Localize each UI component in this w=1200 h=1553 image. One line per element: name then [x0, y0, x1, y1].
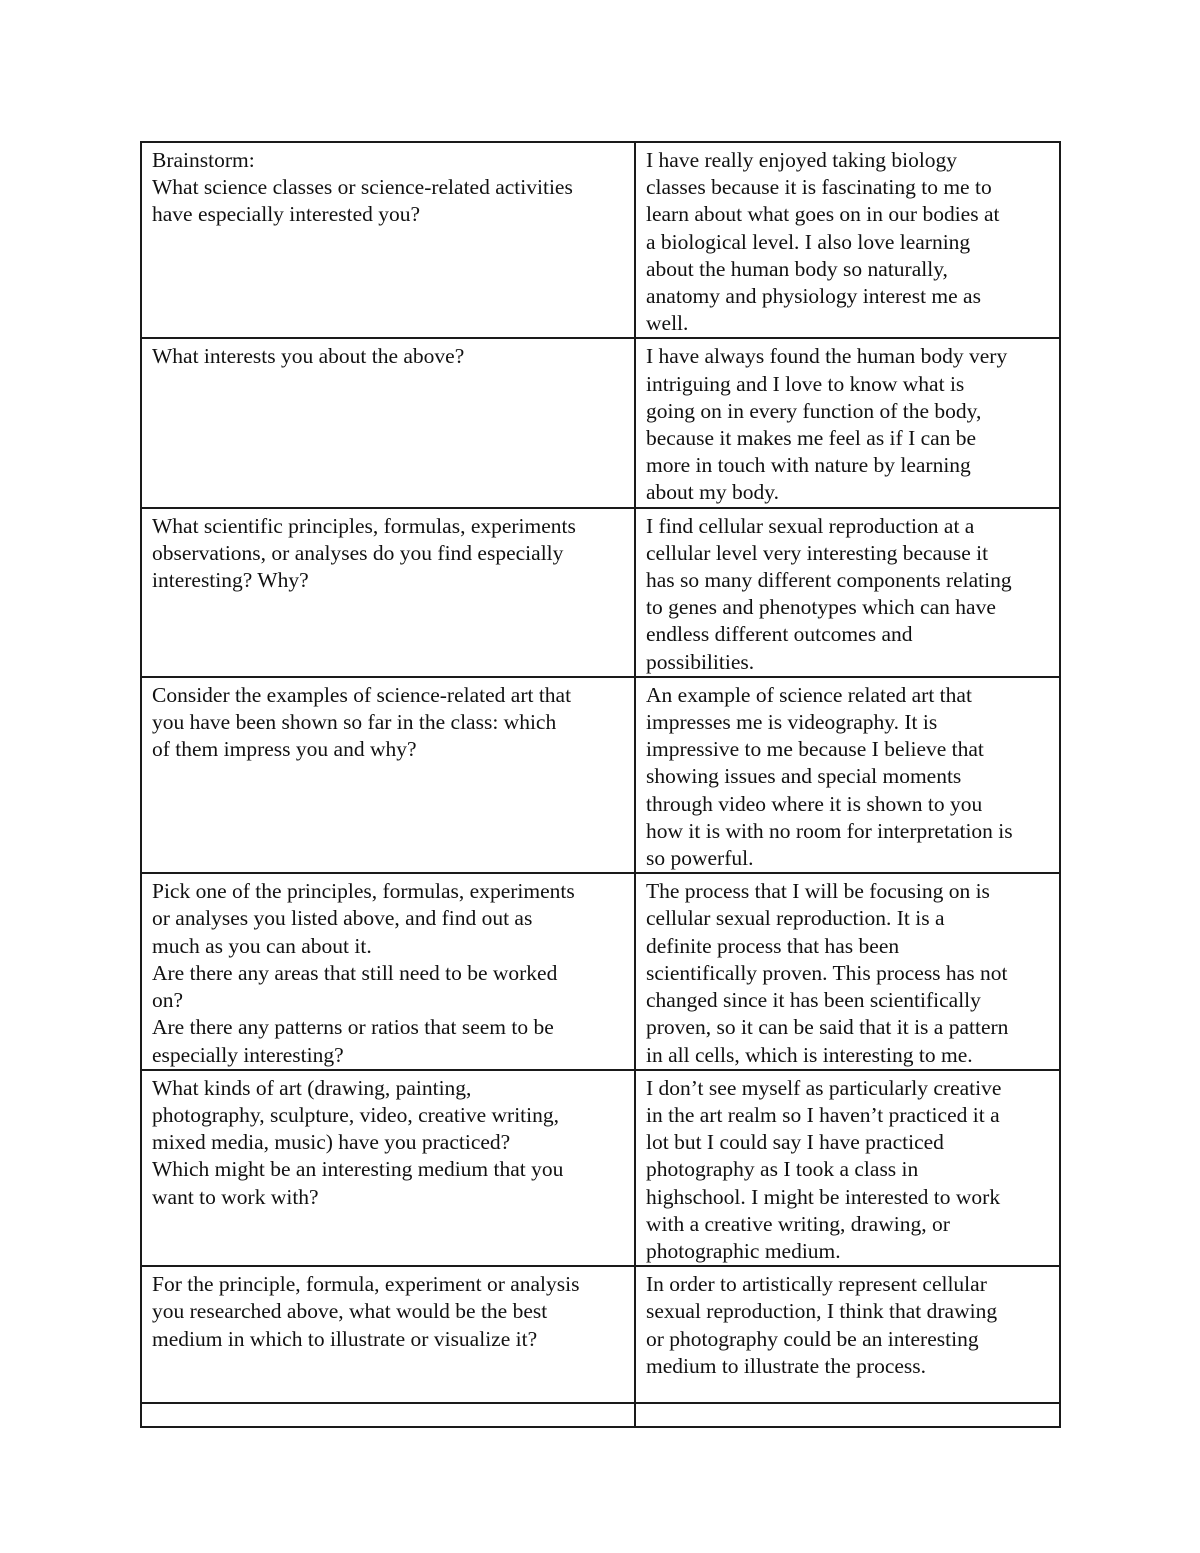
answer-cell: [635, 508, 1060, 677]
question-line: you researched above, what would be the best: [152, 1299, 548, 1324]
answer-line: in the art realm so I haven’t practiced it a: [646, 1102, 1000, 1127]
table-row: [141, 677, 1060, 873]
question-line: What science classes or science-related activities: [152, 175, 573, 200]
question-line: or analyses you listed above, and find out as: [152, 906, 533, 931]
table-row: [141, 873, 1060, 1069]
question-line: want to work with?: [152, 1184, 319, 1209]
answer-line: An example of science related art that: [646, 682, 972, 707]
question-cell: [141, 508, 635, 677]
table-row: [141, 508, 1060, 677]
answer-line: about my body.: [646, 480, 779, 505]
answer-line: going on in every function of the body,: [646, 398, 982, 423]
answer-cell: [635, 873, 1060, 1069]
answer-line: The process that I will be focusing on is: [646, 879, 990, 904]
question-cell: [141, 142, 635, 338]
answer-line: well.: [646, 311, 689, 336]
question-line: Pick one of the principles, formulas, experiments: [152, 879, 575, 904]
answer-line: in all cells, which is interesting to me.: [646, 1042, 973, 1067]
table-row: [141, 1070, 1060, 1266]
answer-line: has so many different components relating: [646, 568, 1012, 593]
question-line: observations, or analyses do you find especially: [152, 540, 564, 565]
answer-line: cellular level very interesting because it: [646, 540, 989, 565]
answer-line: about the human body so naturally,: [646, 256, 948, 281]
answer-cell: [635, 338, 1060, 507]
question-line: photography, sculpture, video, creative writing,: [152, 1102, 559, 1127]
answer-line: cellular sexual reproduction. It is a: [646, 906, 945, 931]
answer-line: highschool. I might be interested to work: [646, 1184, 1001, 1209]
answer-line: showing issues and special moments: [646, 764, 962, 789]
answer-line: impressive to me because I believe that: [646, 737, 984, 762]
question-line: of them impress you and why?: [152, 737, 417, 762]
answer-line: more in touch with nature by learning: [646, 453, 971, 478]
question-line: Consider the examples of science-related art that: [152, 682, 572, 707]
answer-line: intriguing and I love to know what is: [646, 371, 965, 396]
question-line: For the principle, formula, experiment or analysis: [152, 1272, 580, 1297]
question-cell: [141, 873, 635, 1069]
answer-line: because it makes me feel as if I can be: [646, 426, 977, 451]
question-line: What kinds of art (drawing, painting,: [152, 1075, 472, 1100]
answer-cell: [635, 677, 1060, 873]
answer-line: proven, so it can be said that it is a pattern: [646, 1015, 1009, 1040]
answer-line: I have always found the human body very: [646, 344, 1008, 369]
empty-table-row: [141, 1403, 1060, 1427]
answer-line: medium to illustrate the process.: [646, 1353, 927, 1378]
answer-line: learn about what goes on in our bodies at: [646, 202, 1000, 227]
answer-line: impresses me is videography. It is: [646, 710, 938, 735]
answer-cell: [635, 142, 1060, 338]
table-row: [141, 142, 1060, 338]
answer-line: I don’t see myself as particularly creative: [646, 1075, 1002, 1100]
table-row: [141, 1266, 1060, 1403]
answer-line: anatomy and physiology interest me as: [646, 284, 981, 309]
answer-line: In order to artistically represent cellular: [646, 1272, 987, 1297]
answer-line: I have really enjoyed taking biology: [646, 148, 958, 172]
answer-line: changed since it has been scientifically: [646, 988, 981, 1013]
question-line: on?: [152, 988, 184, 1013]
question-line: much as you can about it.: [152, 933, 372, 958]
question-line: Brainstorm:: [152, 148, 255, 172]
question-line: What scientific principles, formulas, experiments: [152, 513, 576, 538]
question-line: you have been shown so far in the class: which: [152, 710, 557, 735]
question-line: Are there any areas that still need to be worked: [152, 960, 558, 985]
question-cell: [141, 677, 635, 873]
answer-line: scientifically proven. This process has not: [646, 960, 1008, 985]
answer-line: definite process that has been: [646, 933, 900, 958]
question-cell: [141, 1266, 635, 1403]
answer-line: through video where it is shown to you: [646, 791, 983, 816]
table-row: [141, 338, 1060, 507]
question-cell: [141, 338, 635, 507]
answer-line: I find cellular sexual reproduction at a: [646, 513, 975, 538]
answer-line: with a creative writing, drawing, or: [646, 1211, 950, 1236]
answer-line: sexual reproduction, I think that drawing: [646, 1299, 998, 1324]
answer-line: a biological level. I also love learning: [646, 229, 971, 254]
answer-line: photographic medium.: [646, 1238, 841, 1263]
question-line: especially interesting?: [152, 1042, 344, 1067]
answer-line: to genes and phenotypes which can have: [646, 595, 996, 620]
answer-line: so powerful.: [646, 846, 754, 871]
answer-line: photography as I took a class in: [646, 1157, 919, 1182]
question-line: medium in which to illustrate or visualize it?: [152, 1326, 538, 1351]
question-line: Which might be an interesting medium that you: [152, 1157, 564, 1182]
answer-line: classes because it is fascinating to me to: [646, 175, 992, 200]
worksheet-table: [140, 141, 1061, 1428]
question-line: Are there any patterns or ratios that seem to be: [152, 1015, 554, 1040]
question-cell: [141, 1070, 635, 1266]
answer-cell: [635, 1070, 1060, 1266]
answer-line: endless different outcomes and: [646, 622, 913, 647]
answer-cell: [635, 1266, 1060, 1403]
answer-line: how it is with no room for interpretation is: [646, 818, 1013, 843]
answer-line: or photography could be an interesting: [646, 1326, 979, 1351]
question-line: have especially interested you?: [152, 202, 421, 227]
answer-line: lot but I could say I have practiced: [646, 1130, 944, 1155]
question-line: What interests you about the above?: [152, 344, 465, 369]
question-line: mixed media, music) have you practiced?: [152, 1130, 511, 1155]
question-line: interesting? Why?: [152, 568, 309, 593]
answer-line: possibilities.: [646, 649, 755, 674]
empty-answer-cell: [635, 1403, 1060, 1427]
empty-question-cell: [141, 1403, 635, 1427]
